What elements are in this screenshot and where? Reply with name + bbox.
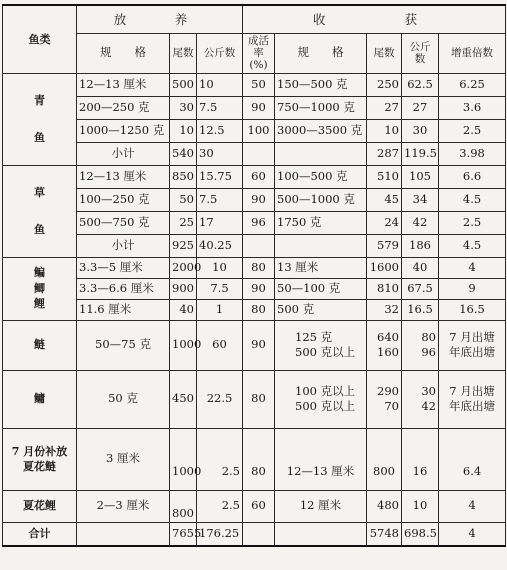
table-cell: 34	[402, 188, 439, 211]
cell-line: 7 月出塘	[449, 329, 495, 344]
header-harvest-kg-line1: 公斤	[409, 41, 431, 53]
table-cell: 12 厘米	[275, 490, 367, 522]
table-cell: 40	[170, 299, 197, 320]
table-cell: 90	[243, 96, 275, 119]
table-cell	[439, 320, 506, 370]
table-cell: 10	[170, 119, 197, 142]
table-cell: 40.25	[197, 234, 243, 257]
table-cell: 30	[197, 142, 243, 165]
table-cell: 7.5	[197, 188, 243, 211]
table-cell: 50 克	[77, 370, 170, 428]
cell-line: 500 克以上	[295, 399, 356, 413]
table-cell	[275, 234, 367, 257]
table-cell: 17	[197, 211, 243, 234]
table-cell: 27	[367, 96, 402, 119]
cell-line: 7 月出塘	[449, 383, 495, 398]
table-cell: 850	[170, 165, 197, 188]
table-cell: 800	[170, 490, 197, 522]
table-cell: 12.5	[197, 119, 243, 142]
fish-name-bighead-carp: 鳙	[3, 370, 77, 428]
table-cell: 2000	[170, 257, 197, 278]
header-survival	[243, 33, 275, 73]
table-cell: 900	[170, 278, 197, 299]
table-cell: 60	[243, 165, 275, 188]
table-cell: 96	[243, 211, 275, 234]
table-cell	[402, 320, 439, 370]
table-cell: 60	[243, 490, 275, 522]
table-cell: 4	[439, 257, 506, 278]
fish-stocking-table	[2, 4, 506, 547]
fish-name-black-carp	[3, 73, 77, 165]
table-cell	[275, 142, 367, 165]
fish-name-silver-carp: 鲢	[3, 320, 77, 370]
table-cell: 10	[197, 73, 243, 96]
table-cell: 2.5	[197, 428, 243, 490]
table-cell	[275, 370, 367, 428]
table-cell: 1600	[367, 257, 402, 278]
fish-name-top: 青	[34, 93, 45, 107]
cell-line: 80	[421, 329, 436, 344]
table-cell: 10	[367, 119, 402, 142]
total-harvest-kg: 698.5	[402, 522, 439, 546]
table-cell: 800	[367, 428, 402, 490]
table-cell: 2.5	[439, 211, 506, 234]
header-survival-line1: 成活	[248, 35, 269, 47]
table-cell: 25	[170, 211, 197, 234]
table-cell: 287	[367, 142, 402, 165]
cell-line: 96	[421, 345, 436, 359]
table-cell: 150—500 克	[275, 73, 367, 96]
table-cell: 80	[243, 299, 275, 320]
table-cell: 119.5	[402, 142, 439, 165]
header-stocking: 放 养	[77, 5, 243, 33]
table-cell: 50	[243, 73, 275, 96]
table-cell: 30	[170, 96, 197, 119]
table-cell: 6.25	[439, 73, 506, 96]
table-cell	[439, 370, 506, 428]
table-cell: 90	[243, 320, 275, 370]
table-cell: 500 克	[275, 299, 367, 320]
table-cell: 2.5	[197, 490, 243, 522]
table-cell: 579	[367, 234, 402, 257]
table-cell	[402, 370, 439, 428]
table-cell: 11.6 厘米	[77, 299, 170, 320]
table-cell	[367, 320, 402, 370]
table-cell: 480	[367, 490, 402, 522]
table-cell	[77, 522, 170, 546]
header-survival-line2: 率	[253, 47, 264, 59]
table-cell: 100—250 克	[77, 188, 170, 211]
table-cell: 50	[170, 188, 197, 211]
total-kg: 176.25	[197, 522, 243, 546]
table-cell	[275, 320, 367, 370]
table-cell: 90	[243, 188, 275, 211]
cell-line: 70	[384, 399, 399, 413]
table-cell: 13 厘米	[275, 257, 367, 278]
header-harvest-kg	[402, 33, 439, 73]
fish-name-line: 夏花鲢	[23, 460, 56, 473]
table-cell: 810	[367, 278, 402, 299]
table-cell: 4.5	[439, 188, 506, 211]
table-cell: 500	[170, 73, 197, 96]
table-cell: 12—13 厘米	[275, 428, 367, 490]
total-count: 7655	[170, 522, 197, 546]
table-cell: 6.6	[439, 165, 506, 188]
table-cell: 7.5	[197, 96, 243, 119]
table-cell: 1000—1250 克	[77, 119, 170, 142]
cell-line: 年底出塘	[449, 399, 496, 413]
cell-line: 640	[377, 329, 399, 344]
table-cell: 62.5	[402, 73, 439, 96]
table-cell: 80	[243, 257, 275, 278]
subtotal-label: 小计	[77, 142, 170, 165]
table-cell: 16.5	[439, 299, 506, 320]
table-cell: 67.5	[402, 278, 439, 299]
table-cell: 500—1000 克	[275, 188, 367, 211]
table-cell: 540	[170, 142, 197, 165]
table-cell	[243, 142, 275, 165]
table-cell: 100	[243, 119, 275, 142]
header-spec: 规 格	[77, 33, 170, 73]
header-fish-type: 鱼类	[3, 5, 77, 73]
table-cell: 60	[197, 320, 243, 370]
cell-line: 年底出塘	[449, 345, 496, 359]
table-cell: 7.5	[197, 278, 243, 299]
table-cell: 450	[170, 370, 197, 428]
total-gain: 4	[439, 522, 506, 546]
table-cell: 9	[439, 278, 506, 299]
header-harvest-spec: 规 格	[275, 33, 367, 73]
table-cell	[243, 522, 275, 546]
table-cell: 15.75	[197, 165, 243, 188]
header-kg: 公斤数	[197, 33, 243, 73]
header-survival-line3: (%)	[249, 59, 268, 71]
table-cell: 32	[367, 299, 402, 320]
cell-line: 160	[377, 345, 399, 359]
table-cell: 12—13 厘米	[77, 73, 170, 96]
table-cell: 3.3—6.6 厘米	[77, 278, 170, 299]
table-cell: 16.5	[402, 299, 439, 320]
table-cell: 1000	[170, 320, 197, 370]
header-harvest: 收 获	[243, 5, 506, 33]
cell-line: 42	[421, 399, 436, 413]
table-cell: 27	[402, 96, 439, 119]
table-cell: 750—1000 克	[275, 96, 367, 119]
table-cell: 3.3—5 厘米	[77, 257, 170, 278]
fish-name-top: 草	[34, 185, 45, 199]
table-cell: 22.5	[197, 370, 243, 428]
table-cell: 30	[402, 119, 439, 142]
table-cell: 6.4	[439, 428, 506, 490]
table-cell: 2—3 厘米	[77, 490, 170, 522]
table-cell: 1750 克	[275, 211, 367, 234]
fish-name-bottom: 鱼	[34, 223, 45, 236]
table-cell	[275, 522, 367, 546]
table-cell: 16	[402, 428, 439, 490]
table-cell: 45	[367, 188, 402, 211]
cell-line: 30	[421, 383, 436, 398]
fish-name-line: 鲤	[34, 297, 45, 311]
table-cell: 4	[439, 490, 506, 522]
subtotal-label: 小计	[77, 234, 170, 257]
fish-name-summer-silver-carp	[3, 428, 77, 490]
table-cell: 4.5	[439, 234, 506, 257]
fish-name-line: 鳊	[34, 266, 45, 280]
fish-name-line: 鲫	[34, 281, 45, 295]
header-gain-multiple: 增重倍数	[439, 33, 506, 73]
table-cell: 90	[243, 278, 275, 299]
table-cell: 3.6	[439, 96, 506, 119]
table-cell: 500—750 克	[77, 211, 170, 234]
total-harvest-count: 5748	[367, 522, 402, 546]
table-cell	[367, 370, 402, 428]
table-cell: 3.98	[439, 142, 506, 165]
table-cell: 3000—3500 克	[275, 119, 367, 142]
table-cell: 24	[367, 211, 402, 234]
header-harvest-count: 尾数	[367, 33, 402, 73]
fish-name-line: 7 月份补放	[11, 444, 68, 458]
table-cell: 50—75 克	[77, 320, 170, 370]
header-harvest-kg-line2: 数	[414, 53, 426, 65]
table-cell: 1	[197, 299, 243, 320]
fish-name-bottom: 鱼	[34, 131, 45, 144]
table-cell: 50—100 克	[275, 278, 367, 299]
fish-name-grass-carp	[3, 165, 77, 257]
table-cell: 80	[243, 370, 275, 428]
fish-name-summer-carp: 夏花鲤	[3, 490, 77, 522]
table-cell: 12—13 厘米	[77, 165, 170, 188]
table-cell	[243, 234, 275, 257]
table-cell: 1000	[170, 428, 197, 490]
table-cell: 40	[402, 257, 439, 278]
cell-line: 290	[377, 383, 399, 398]
table-cell: 925	[170, 234, 197, 257]
table-cell: 200—250 克	[77, 96, 170, 119]
table-cell: 186	[402, 234, 439, 257]
table-cell: 510	[367, 165, 402, 188]
table-cell: 10	[197, 257, 243, 278]
cell-line: 500 克以上	[295, 345, 356, 359]
fish-name-bream-crucian-carp	[3, 257, 77, 320]
header-count: 尾数	[170, 33, 197, 73]
total-label: 合计	[3, 522, 77, 546]
cell-line: 125 克	[295, 329, 333, 344]
table-cell: 100—500 克	[275, 165, 367, 188]
table-cell: 105	[402, 165, 439, 188]
table-cell: 2.5	[439, 119, 506, 142]
table-cell: 10	[402, 490, 439, 522]
table-cell: 250	[367, 73, 402, 96]
table-cell: 3 厘米	[77, 428, 170, 490]
table-cell: 42	[402, 211, 439, 234]
cell-line: 100 克以上	[295, 383, 356, 398]
table-cell: 80	[243, 428, 275, 490]
